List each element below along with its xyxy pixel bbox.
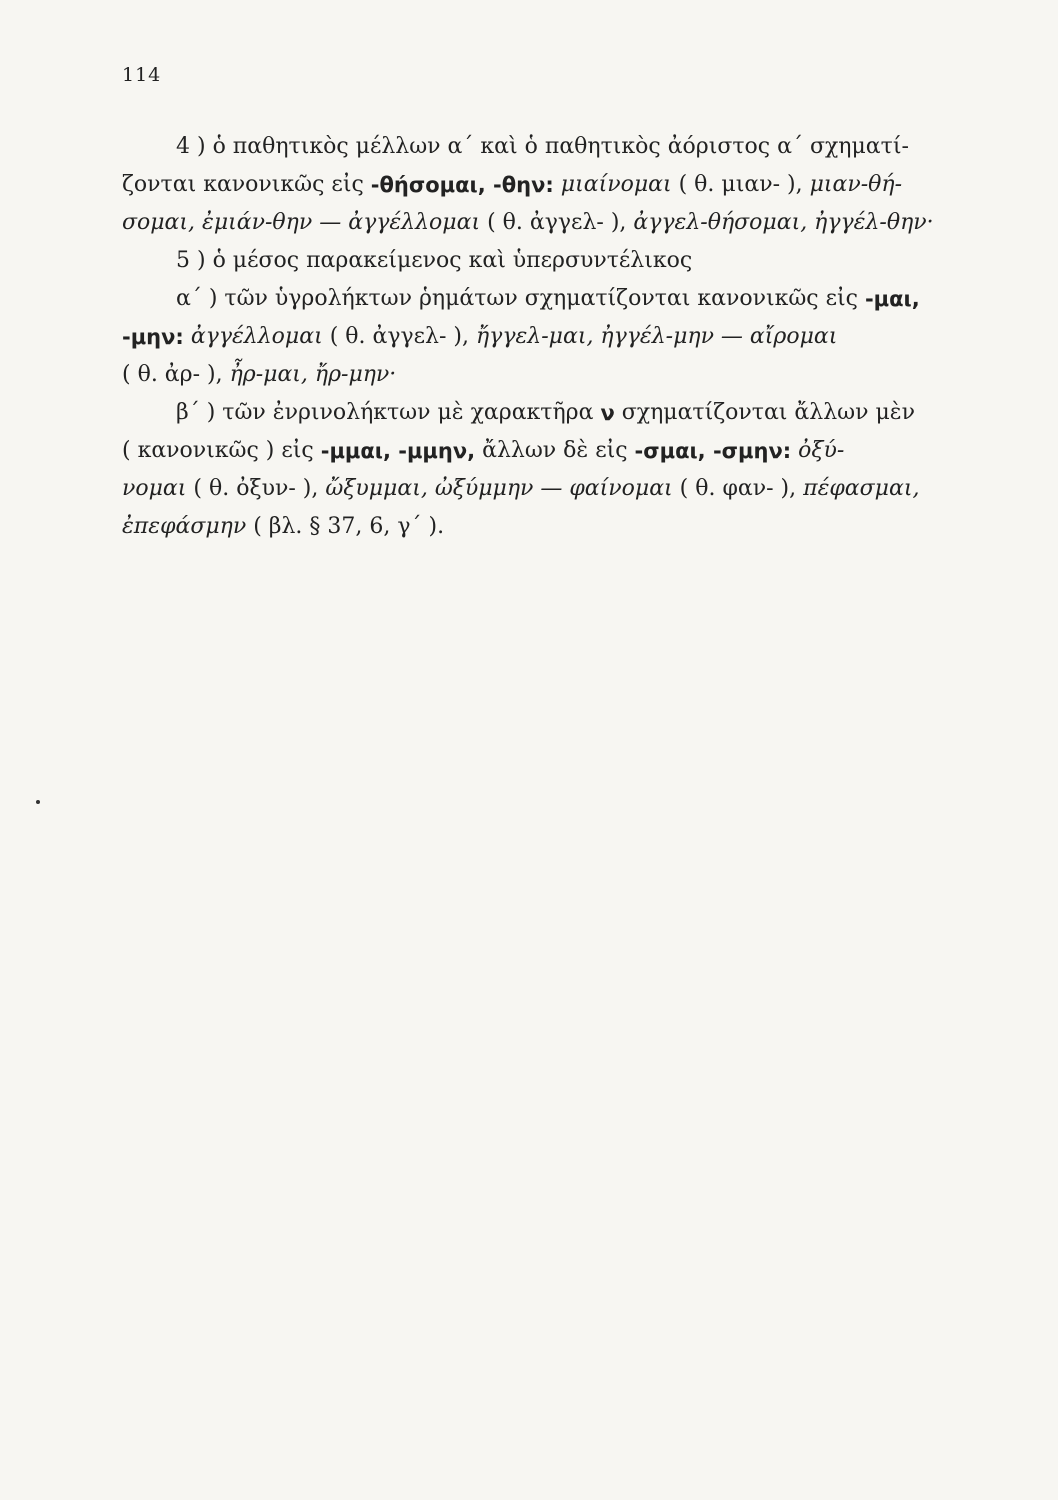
bold-ending: -θήσομαι, -θην: xyxy=(370,173,554,197)
text-run: 4 ) ὁ παθητικὸς μέλλων α΄ καὶ ὁ παθητικὸς ἀόριστος α΄ σχηματί- xyxy=(176,134,909,159)
text-block xyxy=(122,128,978,546)
page-number: 114 xyxy=(122,64,162,86)
italic-word: ἤγγελ-μαι, ἠγγέλ-μην — αἴρομαι xyxy=(476,324,838,349)
italic-word: ὀξύ- xyxy=(798,438,845,463)
text-line xyxy=(122,394,978,432)
text-run: ἄλλων δὲ εἰς xyxy=(475,438,635,463)
bold-ending: ν xyxy=(600,401,615,425)
text-line xyxy=(122,318,978,356)
text-run xyxy=(184,318,191,356)
text-run: ζονται κανονικῶς εἰς xyxy=(122,172,371,197)
text-line xyxy=(122,470,978,508)
text-line xyxy=(122,128,978,166)
text-run: ( κανονικῶς ) εἰς xyxy=(122,438,321,463)
text-run: β΄ ) τῶν ἐνρινολήκτων μὲ χαρακτῆρα xyxy=(176,400,601,425)
bold-ending: -μην: xyxy=(122,325,184,349)
bold-ending: -σμαι, -σμην: xyxy=(634,439,792,463)
italic-word: ἐπεφάσμην xyxy=(122,514,247,539)
text-line xyxy=(122,432,978,470)
text-run: 5 ) ὁ μέσος παρακείμενος καὶ ὑπερσυντέλικος xyxy=(176,248,693,273)
bold-ending: -μαι, xyxy=(864,287,920,311)
text-run: α΄ ) τῶν ὑγρολήκτων ῥημάτων σχηματίζονται κανονικῶς εἰς xyxy=(176,286,865,311)
text-line xyxy=(122,242,978,280)
text-run xyxy=(554,166,561,204)
italic-word: νομαι xyxy=(122,476,187,501)
text-run xyxy=(791,432,798,470)
italic-word: ἀγγέλλομαι xyxy=(190,324,323,349)
italic-word: μιαν-θή- xyxy=(809,172,903,197)
text-run: ( θ. ὀξυν- ), xyxy=(186,476,326,501)
italic-word: πέφασμαι, xyxy=(803,476,920,501)
stray-mark xyxy=(36,800,40,804)
italic-word: ὤξυμμαι, ὠξύμμην — φαίνομαι xyxy=(325,476,673,501)
italic-word: ἦρ-μαι, ἤρ-μην· xyxy=(229,362,397,387)
text-line xyxy=(122,508,978,546)
text-run: ( θ. ἀγγελ- ), xyxy=(480,210,634,235)
italic-word: σομαι, ἐμιάν-θην — ἀγγέλλομαι xyxy=(122,210,481,235)
text-line xyxy=(122,356,978,394)
text-run: ( θ. μιαν- ), xyxy=(671,172,810,197)
text-run: ( θ. ἀρ- ), xyxy=(122,362,230,387)
text-run: ( θ. ἀγγελ- ), xyxy=(322,324,476,349)
text-line xyxy=(122,280,978,318)
text-line xyxy=(122,204,978,242)
text-line xyxy=(122,166,978,204)
text-run: σχηματίζονται ἄλλων μὲν xyxy=(614,400,915,425)
text-run: ( θ. φαν- ), xyxy=(672,476,804,501)
text-run: ( βλ. § 37, 6, γ΄ ). xyxy=(246,514,445,539)
italic-word: ἀγγελ-θήσομαι, ἠγγέλ-θην· xyxy=(633,210,934,235)
italic-word: μιαίνομαι xyxy=(560,172,672,197)
bold-ending: -μμαι, -μμην, xyxy=(320,439,476,463)
